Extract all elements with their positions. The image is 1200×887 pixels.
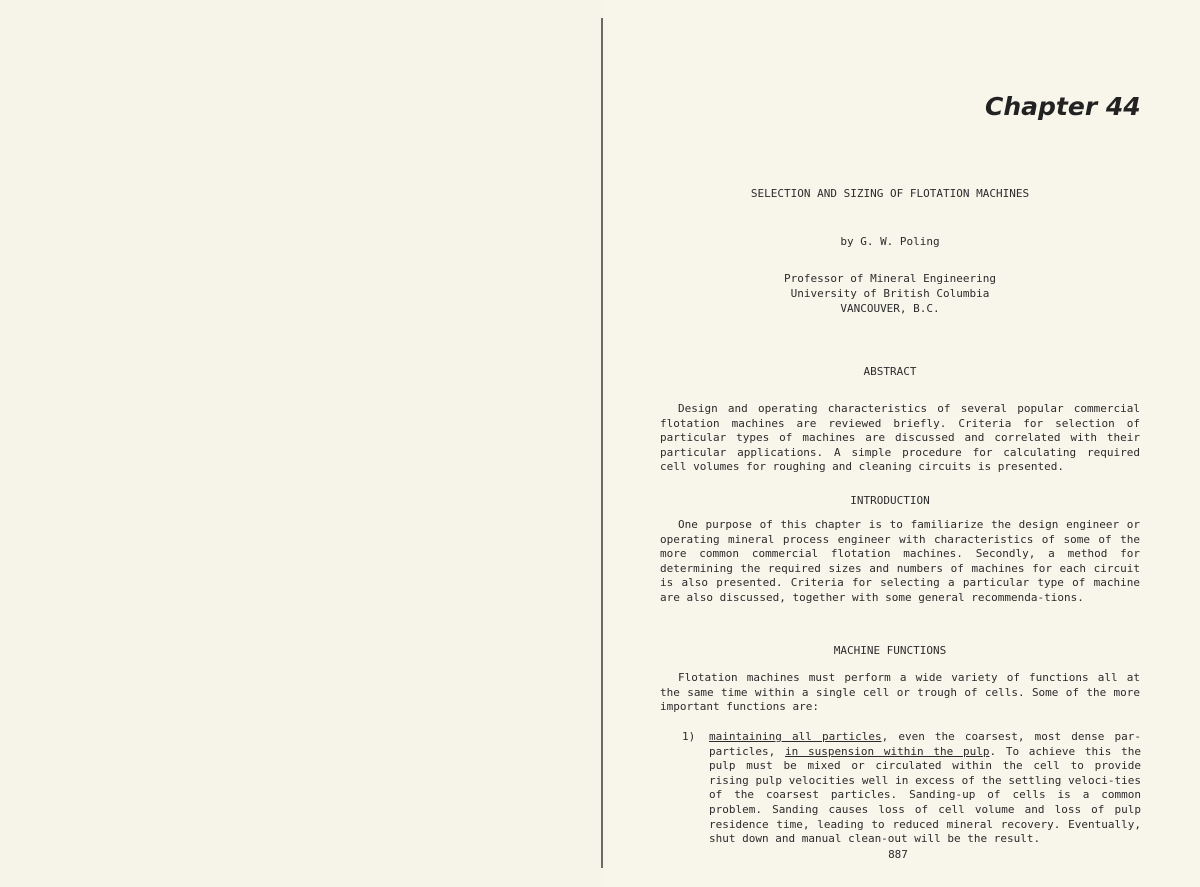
affiliation-line-1: Professor of Mineral Engineering [784,272,996,285]
underlined-phrase-pulp: in suspension within the pulp [784,744,990,758]
underlined-phrase-suspension: maintaining all particles [709,730,882,743]
machine-functions-heading: MACHINE FUNCTIONS [833,644,947,657]
author-line: by G. W. Poling [840,235,940,248]
chapter-heading: Chapter 44 [985,92,1141,121]
introduction-text: One purpose of this chapter is to familiarize the design engineer or operating mineral process engineer with characteristics of some of the more common commercial flotation machines. Secondly, a method for determining the required sizes and numbers of machines for each circuit is also presented. Criteria for selecting a particular type of machine are also discussed, together with some general recommenda-tions. [660,518,1140,604]
page-number: 887 [888,848,908,861]
list-item-number: 1) [682,730,696,743]
machine-functions-text: Flotation machines must perform a wide variety of functions all at the same time within a single cell or trough of cells. Some of the more important functions are: [660,671,1140,714]
affiliation-line-2: University of British Columbia [790,287,990,300]
abstract-text: Design and operating characteristics of several popular commercial flotation machines are reviewed briefly. Criteria for selection of particular types of machines are discussed and correlated with their particular applications. A simple procedure for calculating required cell volumes for roughing and cleaning circuits is presented. [660,402,1140,474]
affiliation-line-3: VANCOUVER, B.C. [840,302,940,315]
introduction-heading: INTRODUCTION [850,494,930,507]
list-item-text-b: . To achieve this the pulp must be mixed or circulated within the cell to provide rising pulp velocities well in excess of the settling veloci-ties of the coarsest particles. Sanding-up of cells is a common problem. Sanding causes loss of cell volume and loss of pulp residence time, leading to reduced mineral recovery. Eventually, shut down and manual clean-out will be the result. [709,744,1141,846]
paper-title: SELECTION AND SIZING OF FLOTATION MACHINES [750,187,1030,200]
list-item-1 [709,730,1141,847]
page-gutter-line [601,18,603,868]
list-item-text-a: , even the coarsest, most dense par-particles, [709,730,1141,758]
abstract-heading: ABSTRACT [863,365,917,378]
